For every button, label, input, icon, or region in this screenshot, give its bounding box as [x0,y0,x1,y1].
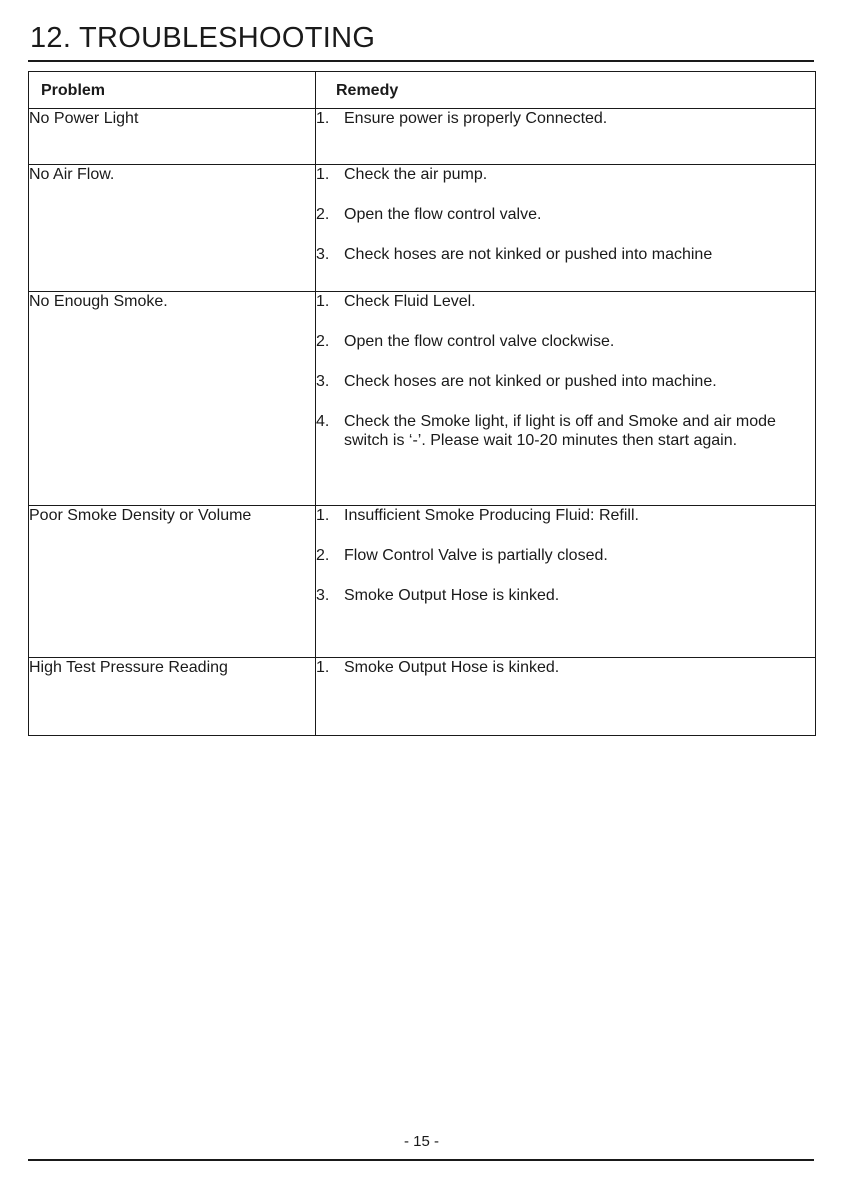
remedy-text: Smoke Output Hose is kinked. [344,659,560,676]
remedy-item [316,658,815,677]
page-number: - 15 - [403,1133,439,1150]
table-row [29,292,816,506]
remedy-text: Check the air pump. [344,166,488,183]
remedy-text: Check the Smoke light, if light is off and Smoke and air mode switch is ‘-’. Please wait 10-20 minutes then start again. [344,413,776,449]
remedy-item [316,165,815,184]
remedy-item [316,292,815,311]
problem-cell: Poor Smoke Density or Volume [29,506,316,658]
remedy-number: 3. [316,587,330,604]
remedy-number: 2. [316,547,330,564]
table-header-row [29,72,816,109]
title-rule [28,60,814,62]
problem-cell: No Power Light [29,109,316,165]
remedy-list [316,165,815,264]
remedy-number: 1. [316,166,330,183]
remedy-text: Open the flow control valve. [344,206,542,223]
remedy-cell [316,506,816,658]
remedy-text: Open the flow control valve clockwise. [344,333,615,350]
remedy-number: 2. [316,333,330,350]
remedy-text: Smoke Output Hose is kinked. [344,587,560,604]
remedy-text: Ensure power is properly Connected. [344,110,608,127]
remedy-cell [316,658,816,736]
remedy-item [316,245,815,264]
remedy-text: Insufficient Smoke Producing Fluid: Refill. [344,507,639,524]
remedy-cell [316,109,816,165]
footer-rule [28,1159,814,1161]
remedy-number: 1. [316,507,330,524]
remedy-text: Check Fluid Level. [344,293,476,310]
troubleshooting-table [28,71,816,736]
remedy-item [316,205,815,224]
remedy-list [316,506,815,605]
remedy-item [316,546,815,565]
table-row [29,658,816,736]
remedy-item [316,332,815,351]
remedy-text: Check hoses are not kinked or pushed into machine. [344,373,717,390]
remedy-item [316,506,815,525]
problem-cell: High Test Pressure Reading [29,658,316,736]
remedy-number: 4. [316,413,330,430]
remedy-number: 1. [316,293,330,310]
remedy-text: Flow Control Valve is partially closed. [344,547,608,564]
remedy-number: 2. [316,206,330,223]
table-row [29,165,816,292]
remedy-cell [316,165,816,292]
remedy-item [316,586,815,605]
remedy-item [316,372,815,391]
table-row [29,506,816,658]
remedy-item [316,109,815,128]
column-header-problem: Problem [29,72,316,109]
remedy-list [316,658,815,677]
problem-cell: No Enough Smoke. [29,292,316,506]
remedy-list [316,292,815,450]
remedy-item [316,412,815,450]
table-row [29,109,816,165]
remedy-cell [316,292,816,506]
remedy-text: Check hoses are not kinked or pushed into machine [344,246,713,263]
section-title: 12. TROUBLESHOOTING [30,22,376,54]
problem-cell: No Air Flow. [29,165,316,292]
remedy-number: 1. [316,110,330,127]
remedy-list [316,109,815,128]
remedy-number: 3. [316,373,330,390]
remedy-number: 1. [316,659,330,676]
column-header-remedy: Remedy [316,72,816,109]
remedy-number: 3. [316,246,330,263]
